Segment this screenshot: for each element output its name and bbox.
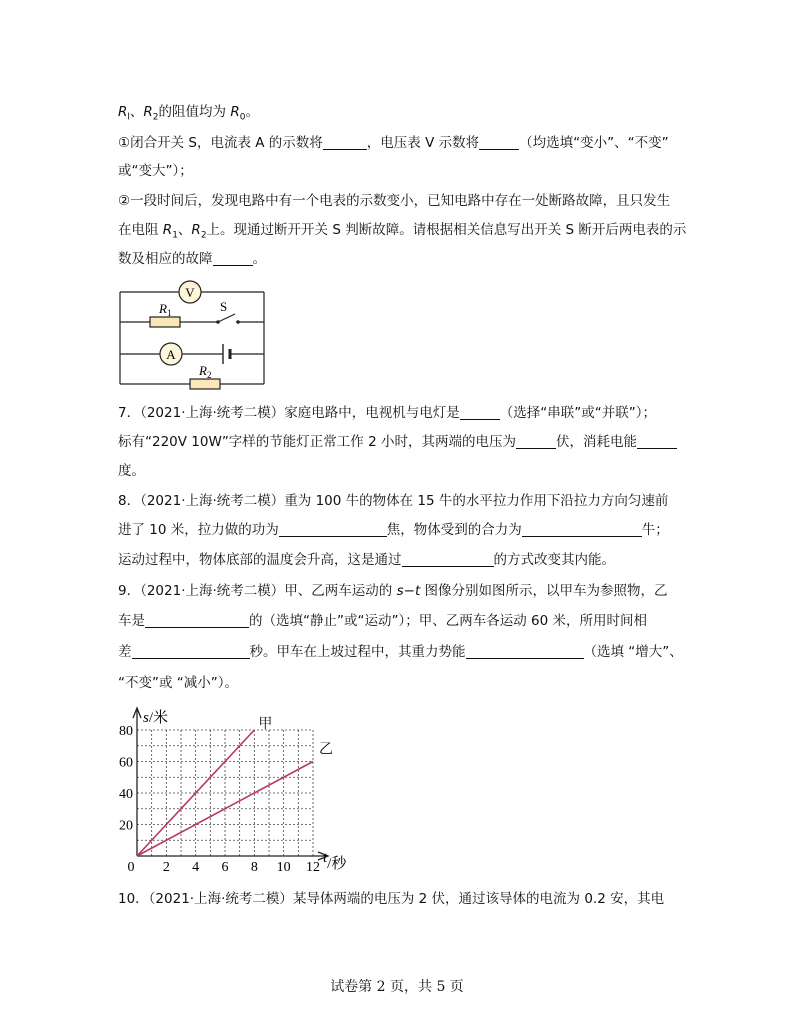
x-tick-label: 8 bbox=[250, 860, 258, 875]
switch-contact bbox=[236, 320, 240, 324]
y-axis-label: s/米 bbox=[143, 710, 169, 726]
answer-blank[interactable] bbox=[279, 522, 387, 537]
answer-blank[interactable] bbox=[213, 251, 253, 266]
voltmeter-label: V bbox=[185, 285, 195, 300]
answer-blank[interactable] bbox=[132, 644, 250, 659]
q9-line1: 9．（2021·上海·统考二模）甲、乙两车运动的 s−t 图像分别如图所示，以甲车为参照物，乙 bbox=[118, 583, 668, 599]
answer-blank[interactable] bbox=[516, 434, 556, 449]
page-footer: 试卷第 2 页，共 5 页 bbox=[330, 979, 464, 995]
q6-part1-line2: 或“变大”）； bbox=[118, 163, 193, 179]
answer-blank[interactable] bbox=[460, 405, 500, 420]
q6-part1-line1: ①闭合开关 S，电流表 A 的示数将 ，电压表 V 示数将 （均选填“变小”、“不变” bbox=[118, 135, 669, 151]
resistor-r2 bbox=[190, 379, 220, 389]
q8-line1: 8．（2021·上海·统考二模）重为 100 牛的物体在 15 牛的水平拉力作用下沿拉力方向匀速前 bbox=[118, 493, 669, 509]
switch-pivot bbox=[216, 320, 220, 324]
x-tick-label: 2 bbox=[162, 860, 170, 875]
answer-blank[interactable] bbox=[522, 522, 642, 537]
q8-line3: 运动过程中，物体底部的温度会升高，这是通过 的方式改变其内能。 bbox=[118, 552, 615, 568]
y-tick-label: 20 bbox=[119, 818, 133, 834]
q7-line1: 7．（2021·上海·统考二模）家庭电路中，电视机与电灯是 （选择“串联”或“并联”）； bbox=[118, 405, 657, 421]
circuit-diagram bbox=[112, 278, 274, 390]
answer-blank[interactable] bbox=[637, 434, 677, 449]
resistor-r1 bbox=[150, 317, 180, 327]
x-tick-label: 12 bbox=[306, 860, 320, 875]
y-tick-label: 40 bbox=[119, 787, 133, 802]
switch-label: S bbox=[220, 299, 228, 314]
y-tick-label: 80 bbox=[119, 724, 133, 739]
q6-part2-line1: ②一段时间后，发现电路中有一个电表的示数变小，已知电路中存在一处断路故障，且只发生 bbox=[118, 193, 671, 209]
intro-line: $R_l$、$R_2$的阻值均为 $R_0$。 bbox=[118, 104, 259, 123]
x-tick-label: 10 bbox=[276, 860, 291, 875]
answer-blank[interactable] bbox=[323, 135, 367, 150]
x-axis-label: t/秒 bbox=[323, 850, 347, 872]
q10-line1: 10．（2021·上海·统考二模）某导体两端的电压为 2 伏，通过该导体的电流为 0.2 安，其电 bbox=[118, 891, 665, 907]
x-tick-label: 0 bbox=[127, 860, 135, 875]
answer-blank[interactable] bbox=[402, 552, 494, 567]
q7-line2: 标有“220V 10W”字样的节能灯正常工作 2 小时，其两端的电压为 伏，消耗电能 bbox=[118, 433, 677, 451]
ammeter-label: A bbox=[166, 347, 176, 362]
answer-blank[interactable] bbox=[145, 613, 249, 628]
q9-line4: “不变”或 “减小”）。 bbox=[118, 675, 239, 691]
r2-label: $R_2$ bbox=[199, 363, 212, 380]
q6-part2-line2: 在电阻 $R_1$、$R_2$上。现通过断开开关 S 判断故障。请根据相关信息写出开关 S 断开后两电表的示 bbox=[118, 222, 687, 241]
x-tick-label: 6 bbox=[221, 860, 229, 875]
st-graph bbox=[112, 700, 358, 876]
answer-blank[interactable] bbox=[466, 644, 584, 659]
q9-line2: 车是 的（选填“静止”或“运动”）；甲、乙两车各运动 60 米，所用时间相 bbox=[118, 613, 647, 629]
q7-line3: 度。 bbox=[118, 463, 145, 479]
series-label: 乙 bbox=[319, 742, 333, 758]
y-tick-label: 60 bbox=[119, 755, 133, 771]
q9-line3: 差 秒。甲车在上坡过程中，其重力势能 （选填 “增大”、 bbox=[118, 644, 683, 660]
q6-part2-line3: 数及相应的故障 。 bbox=[118, 251, 266, 267]
answer-blank[interactable] bbox=[479, 135, 519, 150]
series-label: 甲 bbox=[258, 717, 273, 732]
q8-line2: 进了 10 米，拉力做的功为 焦，物体受到的合力为 牛； bbox=[118, 522, 669, 538]
x-tick-label: 4 bbox=[192, 860, 200, 875]
r1-label: $R_1$ bbox=[159, 301, 172, 318]
